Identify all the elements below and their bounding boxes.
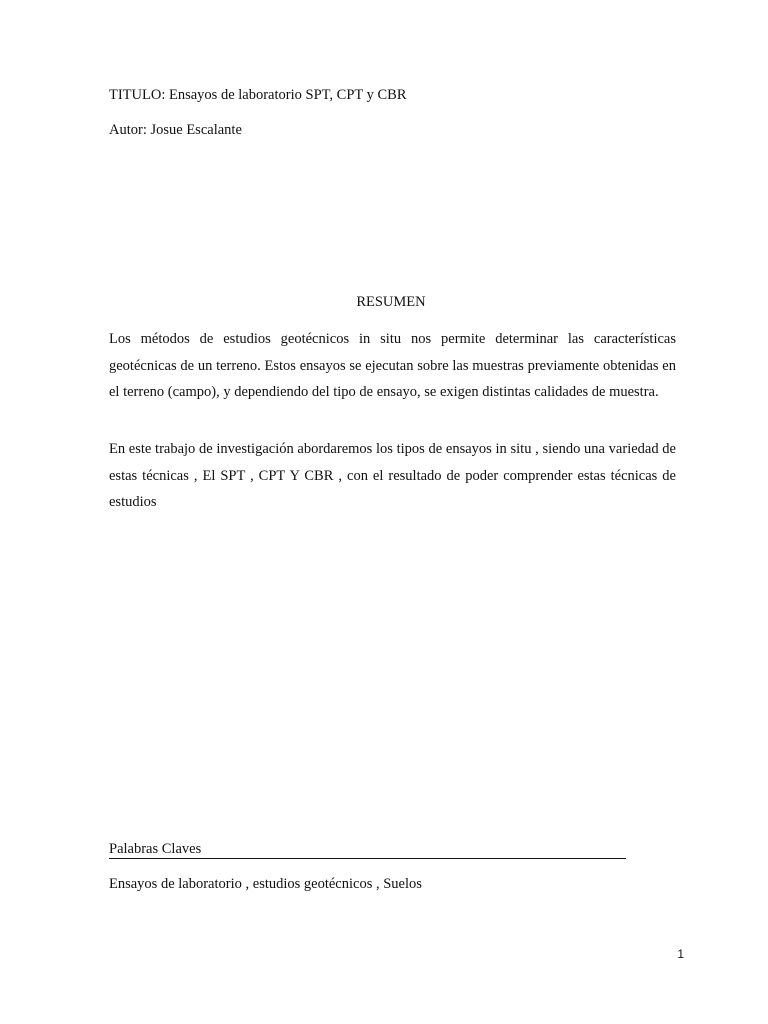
abstract-heading-text: RESUMEN xyxy=(356,294,426,310)
abstract-heading xyxy=(0,293,768,311)
document-author: Autor: Josue Escalante xyxy=(109,122,242,138)
abstract-paragraph-1: Los métodos de estudios geotécnicos in situ nos permite determinar las características geotécnicas de un terreno. Estos ensayos se ejecutan sobre las muestras previamente obtenidas en el terreno (campo), y dependiendo del tipo de ensayo, se exigen distintas calidades de muestra. xyxy=(109,331,676,400)
document-title: TITULO: Ensayos de laboratorio SPT, CPT y CBR xyxy=(109,87,407,103)
page-number: 1 xyxy=(677,947,684,961)
abstract-paragraph-2: En este trabajo de investigación abordaremos los tipos de ensayos in situ , siendo una variedad de estas técnicas , El SPT , CPT Y CBR , con el resultado de poder comprender estas técnicas de estudios xyxy=(109,441,676,510)
keywords-label: Palabras Claves xyxy=(109,841,626,859)
keywords-list: Ensayos de laboratorio , estudios geotécnicos , Suelos xyxy=(109,876,422,892)
